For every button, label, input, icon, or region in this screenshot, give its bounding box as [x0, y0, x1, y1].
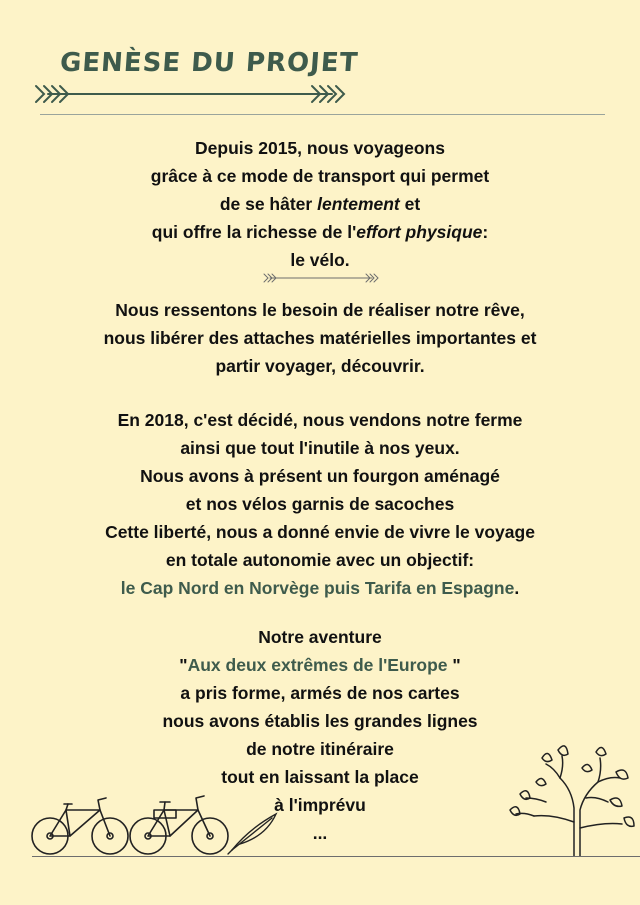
- text-line: Notre aventure: [258, 627, 382, 647]
- emphasis-text: effort physique: [356, 222, 483, 242]
- text-line: nous avons établis les grandes lignes: [162, 711, 478, 731]
- text-line: grâce à ce mode de transport qui permet: [150, 166, 490, 186]
- text-line: ainsi que tout l'inutile à nos yeux.: [180, 438, 460, 458]
- paragraph-dream: [0, 296, 640, 380]
- small-arrow-divider-icon: [262, 272, 380, 284]
- text-line: a pris forme, armés de nos cartes: [180, 683, 460, 703]
- text-line: le Cap Nord en Norvège puis Tarifa en Espagne.: [120, 578, 520, 598]
- text-line: Cette liberté, nous a donné envie de vivre le voyage: [105, 522, 535, 542]
- text-line: de se hâter lentement et: [219, 194, 421, 214]
- text-line: nous libérer des attaches matérielles importantes et: [103, 328, 537, 348]
- text-line: "Aux deux extrêmes de l'Europe ": [179, 655, 461, 675]
- text-line: qui offre la richesse de l'effort physique:: [151, 222, 489, 242]
- arrow-divider-icon: [34, 82, 346, 106]
- highlight-text: le Cap Nord en Norvège puis Tarifa en Espagne: [120, 578, 515, 598]
- text-line: Nous ressentons le besoin de réaliser notre rêve,: [115, 300, 525, 320]
- ground-line: [32, 856, 640, 857]
- text-line: à l'imprévu: [274, 795, 366, 815]
- text-line: En 2018, c'est décidé, nous vendons notre ferme: [117, 410, 523, 430]
- text-line: et nos vélos garnis de sacoches: [185, 494, 455, 514]
- page-title: GENÈSE DU PROJET: [58, 48, 360, 78]
- feather-icon: [228, 814, 276, 854]
- text-line: Depuis 2015, nous voyageons: [195, 138, 445, 158]
- text-line: en totale autonomie avec un objectif:: [165, 550, 475, 570]
- text-line: ...: [312, 823, 328, 843]
- text-line: tout en laissant la place: [221, 767, 419, 787]
- text-line: Nous avons à présent un fourgon aménagé: [140, 466, 500, 486]
- text-line: le vélo.: [290, 250, 350, 270]
- bicycles-illustration: [28, 788, 280, 858]
- highlight-text: Aux deux extrêmes de l'Europe: [187, 655, 453, 675]
- divider-line: [40, 114, 605, 115]
- emphasis-text: lentement: [317, 194, 400, 214]
- text-line: de notre itinéraire: [246, 739, 394, 759]
- text-line: partir voyager, découvrir.: [215, 356, 425, 376]
- paragraph-intro: [0, 134, 640, 274]
- paragraph-decision: [0, 406, 640, 602]
- tree-illustration: [500, 738, 640, 858]
